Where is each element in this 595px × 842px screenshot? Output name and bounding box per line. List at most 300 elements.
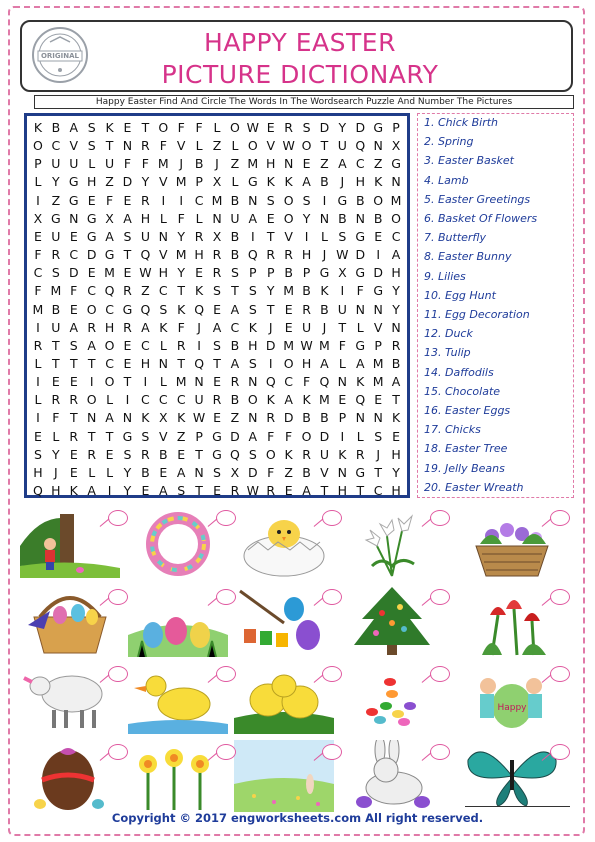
grid-letter[interactable]: O [104, 374, 115, 390]
grid-letter[interactable]: J [268, 319, 273, 335]
grid-letter[interactable]: E [266, 120, 275, 135]
grid-letter[interactable]: O [247, 392, 258, 408]
grid-letter[interactable]: W [192, 410, 206, 426]
grid-letter[interactable]: L [106, 392, 114, 408]
answer-bubble[interactable] [550, 589, 570, 605]
grid-letter[interactable]: W [246, 483, 260, 498]
grid-letter[interactable]: G [68, 192, 79, 208]
grid-letter[interactable]: A [87, 337, 96, 353]
grid-letter[interactable]: B [373, 210, 383, 226]
grid-letter[interactable]: O [247, 138, 258, 154]
grid-letter[interactable]: S [266, 192, 275, 208]
grid-letter[interactable]: B [391, 355, 401, 371]
wordsearch-grid[interactable] [24, 113, 410, 498]
grid-letter[interactable]: R [212, 265, 222, 281]
grid-letter[interactable]: F [52, 410, 60, 426]
grid-letter[interactable]: Y [392, 464, 400, 480]
grid-letter[interactable]: N [319, 210, 330, 226]
grid-letter[interactable]: N [355, 210, 365, 226]
grid-letter[interactable]: R [69, 428, 79, 444]
grid-letter[interactable]: M [157, 156, 169, 172]
answer-bubble[interactable] [322, 666, 342, 682]
grid-letter[interactable]: T [356, 483, 365, 498]
grid-letter[interactable]: Q [33, 483, 43, 498]
grid-letter[interactable]: S [123, 228, 132, 244]
grid-letter[interactable]: W [246, 120, 260, 135]
grid-letter[interactable]: M [104, 265, 115, 281]
grid-letter[interactable]: N [283, 156, 294, 172]
grid-letter[interactable]: M [32, 301, 44, 317]
grid-letter[interactable]: V [159, 428, 168, 444]
grid-letter[interactable]: G [391, 156, 401, 172]
grid-letter[interactable]: O [33, 138, 43, 154]
grid-letter[interactable]: F [302, 374, 311, 390]
grid-letter[interactable]: B [230, 228, 240, 244]
grid-letter[interactable]: P [249, 265, 257, 281]
grid-letter[interactable]: T [392, 392, 400, 408]
grid-letter[interactable]: O [283, 192, 294, 208]
grid-letter[interactable]: I [36, 374, 40, 390]
grid-letter[interactable]: T [195, 483, 203, 498]
answer-bubble[interactable] [216, 666, 236, 682]
answer-bubble[interactable] [550, 744, 570, 760]
grid-letter[interactable]: L [213, 120, 221, 135]
grid-letter[interactable]: L [195, 138, 203, 154]
grid-letter[interactable]: A [391, 247, 401, 263]
grid-letter[interactable]: O [104, 337, 115, 353]
grid-letter[interactable]: F [285, 428, 293, 444]
grid-letter[interactable]: Z [320, 156, 329, 172]
grid-letter[interactable]: E [159, 464, 168, 480]
grid-letter[interactable]: S [213, 337, 221, 353]
grid-letter[interactable]: H [301, 355, 312, 371]
grid-letter[interactable]: E [34, 428, 42, 444]
grid-letter[interactable]: H [266, 156, 276, 172]
grid-letter[interactable]: U [69, 156, 79, 172]
grid-letter[interactable]: Y [302, 210, 311, 226]
grid-letter[interactable]: H [158, 265, 168, 281]
grid-letter[interactable]: G [212, 428, 222, 444]
grid-letter[interactable]: G [104, 247, 115, 263]
grid-letter[interactable]: M [175, 174, 187, 190]
grid-letter[interactable]: K [391, 410, 401, 426]
grid-letter[interactable]: F [267, 464, 275, 480]
grid-letter[interactable]: J [215, 156, 219, 172]
grid-letter[interactable]: U [51, 156, 61, 172]
grid-letter[interactable]: L [88, 156, 96, 172]
grid-letter[interactable]: B [302, 410, 311, 426]
grid-letter[interactable]: G [51, 210, 61, 226]
grid-letter[interactable]: C [373, 483, 383, 498]
grid-letter[interactable]: L [231, 174, 239, 190]
grid-letter[interactable]: P [195, 428, 203, 444]
grid-letter[interactable]: Z [212, 138, 222, 154]
grid-letter[interactable]: L [159, 374, 167, 390]
grid-letter[interactable]: B [230, 392, 240, 408]
grid-letter[interactable]: J [340, 174, 345, 190]
grid-letter[interactable]: G [247, 174, 258, 190]
answer-bubble[interactable] [430, 589, 450, 605]
grid-letter[interactable]: K [338, 446, 347, 462]
grid-letter[interactable]: R [212, 247, 222, 263]
grid-letter[interactable]: E [69, 446, 78, 462]
grid-letter[interactable]: Z [105, 174, 114, 190]
grid-letter[interactable]: H [140, 210, 151, 226]
grid-letter[interactable]: Q [265, 374, 276, 390]
grid-letter[interactable]: T [87, 428, 96, 444]
grid-letter[interactable]: S [33, 446, 42, 462]
grid-letter[interactable]: N [194, 464, 204, 480]
grid-letter[interactable]: P [266, 265, 275, 281]
grid-letter[interactable]: G [355, 228, 366, 244]
grid-letter[interactable]: A [230, 301, 240, 317]
grid-letter[interactable]: N [373, 301, 383, 317]
grid-letter[interactable]: N [355, 301, 365, 317]
grid-letter[interactable]: Z [176, 428, 186, 444]
grid-letter[interactable]: W [139, 265, 152, 281]
grid-letter[interactable]: F [338, 337, 346, 353]
grid-letter[interactable]: F [267, 428, 275, 444]
grid-letter[interactable]: A [176, 464, 186, 480]
grid-letter[interactable]: O [283, 210, 294, 226]
grid-letter[interactable]: T [213, 355, 221, 371]
grid-letter[interactable]: G [355, 265, 366, 281]
grid-letter[interactable]: C [391, 228, 401, 244]
grid-letter[interactable]: N [248, 410, 258, 426]
grid-letter[interactable]: U [51, 319, 61, 335]
grid-letter[interactable]: J [322, 319, 327, 335]
grid-letter[interactable]: H [391, 483, 401, 498]
grid-letter[interactable]: S [338, 228, 347, 244]
grid-letter[interactable]: E [213, 301, 221, 317]
answer-bubble[interactable] [108, 744, 128, 760]
grid-letter[interactable]: E [374, 228, 383, 244]
grid-letter[interactable]: R [266, 410, 276, 426]
grid-letter[interactable]: C [105, 301, 114, 317]
grid-letter[interactable]: B [230, 192, 240, 208]
grid-letter[interactable]: Y [338, 120, 347, 135]
grid-letter[interactable]: E [284, 483, 293, 498]
grid-letter[interactable]: A [105, 228, 114, 244]
grid-letter[interactable]: C [230, 319, 240, 335]
grid-letter[interactable]: Z [230, 156, 240, 172]
answer-bubble[interactable] [108, 510, 128, 526]
grid-letter[interactable]: H [86, 174, 97, 190]
grid-letter[interactable]: X [105, 210, 114, 226]
grid-letter[interactable]: B [159, 446, 168, 462]
grid-letter[interactable]: G [337, 192, 348, 208]
grid-letter[interactable]: G [68, 174, 79, 190]
grid-letter[interactable]: S [302, 120, 311, 135]
answer-bubble[interactable] [430, 510, 450, 526]
grid-letter[interactable]: P [338, 410, 347, 426]
grid-letter[interactable]: C [141, 392, 150, 408]
grid-letter[interactable]: I [36, 410, 40, 426]
grid-letter[interactable]: B [302, 464, 311, 480]
grid-letter[interactable]: E [123, 265, 132, 281]
grid-letter[interactable]: O [373, 192, 384, 208]
grid-letter[interactable]: I [250, 228, 255, 244]
grid-letter[interactable]: R [302, 446, 311, 462]
grid-letter[interactable]: B [338, 210, 347, 226]
answer-bubble[interactable] [108, 589, 128, 605]
grid-letter[interactable]: O [301, 138, 312, 154]
grid-letter[interactable]: T [231, 283, 239, 299]
grid-letter[interactable]: I [143, 374, 148, 390]
grid-letter[interactable]: Q [140, 247, 151, 263]
grid-letter[interactable]: E [141, 483, 150, 498]
grid-letter[interactable]: C [176, 392, 186, 408]
grid-letter[interactable]: M [175, 374, 187, 390]
grid-letter[interactable]: J [54, 464, 58, 480]
grid-letter[interactable]: Q [104, 283, 115, 299]
grid-letter[interactable]: R [284, 247, 293, 263]
grid-letter[interactable]: W [282, 138, 295, 154]
answer-bubble[interactable] [108, 666, 128, 682]
grid-letter[interactable]: A [302, 174, 311, 190]
grid-letter[interactable]: P [195, 174, 203, 190]
grid-letter[interactable]: E [69, 464, 78, 480]
grid-letter[interactable]: F [34, 283, 42, 299]
grid-letter[interactable]: V [284, 228, 293, 244]
grid-letter[interactable]: E [69, 228, 78, 244]
grid-letter[interactable]: D [68, 265, 79, 281]
grid-letter[interactable]: S [302, 192, 311, 208]
grid-letter[interactable]: D [355, 247, 366, 263]
grid-letter[interactable]: H [194, 247, 204, 263]
grid-letter[interactable]: X [212, 228, 222, 244]
grid-letter[interactable]: O [158, 120, 169, 135]
grid-letter[interactable]: K [284, 446, 293, 462]
grid-letter[interactable]: E [284, 319, 293, 335]
grid-letter[interactable]: N [248, 192, 258, 208]
grid-letter[interactable]: B [320, 410, 329, 426]
grid-letter[interactable]: L [106, 464, 114, 480]
grid-letter[interactable]: W [336, 247, 349, 263]
grid-letter[interactable]: F [177, 319, 185, 335]
grid-letter[interactable]: I [89, 374, 94, 390]
grid-letter[interactable]: M [319, 392, 330, 408]
grid-letter[interactable]: X [391, 138, 401, 154]
grid-letter[interactable]: R [230, 483, 240, 498]
grid-letter[interactable]: T [195, 446, 203, 462]
grid-letter[interactable]: E [213, 483, 221, 498]
grid-letter[interactable]: F [159, 138, 167, 154]
grid-letter[interactable]: C [105, 355, 114, 371]
grid-letter[interactable]: K [266, 174, 275, 190]
grid-letter[interactable]: X [33, 210, 43, 226]
grid-letter[interactable]: R [51, 392, 61, 408]
answer-bubble[interactable] [322, 589, 342, 605]
grid-letter[interactable]: K [195, 283, 204, 299]
grid-letter[interactable]: L [52, 428, 60, 444]
grid-letter[interactable]: T [52, 355, 60, 371]
grid-letter[interactable]: A [159, 483, 168, 498]
grid-letter[interactable]: E [105, 446, 114, 462]
grid-letter[interactable]: E [87, 192, 96, 208]
grid-letter[interactable]: V [159, 174, 168, 190]
grid-letter[interactable]: T [266, 301, 275, 317]
grid-letter[interactable]: O [391, 210, 401, 226]
grid-letter[interactable]: T [52, 337, 60, 353]
grid-letter[interactable]: I [125, 392, 130, 408]
grid-letter[interactable]: B [302, 283, 311, 299]
grid-letter[interactable]: Z [284, 464, 293, 480]
grid-letter[interactable]: R [355, 446, 365, 462]
grid-letter[interactable]: H [33, 464, 43, 480]
grid-letter[interactable]: I [179, 192, 184, 208]
grid-letter[interactable]: G [86, 228, 97, 244]
grid-letter[interactable]: E [213, 374, 221, 390]
grid-letter[interactable]: R [141, 138, 150, 154]
grid-letter[interactable]: T [374, 464, 382, 480]
grid-letter[interactable]: N [373, 410, 383, 426]
grid-letter[interactable]: G [212, 446, 222, 462]
grid-letter[interactable]: O [283, 355, 294, 371]
grid-letter[interactable]: B [284, 265, 293, 281]
grid-letter[interactable]: H [301, 247, 312, 263]
grid-letter[interactable]: U [337, 138, 347, 154]
grid-letter[interactable]: T [177, 283, 186, 299]
answer-bubble[interactable] [322, 510, 342, 526]
grid-letter[interactable]: A [320, 355, 329, 371]
grid-letter[interactable]: R [284, 120, 293, 135]
answer-bubble[interactable] [550, 666, 570, 682]
grid-letter[interactable]: K [248, 319, 257, 335]
grid-letter[interactable]: C [69, 247, 79, 263]
grid-letter[interactable]: H [391, 265, 401, 281]
grid-letter[interactable]: M [175, 247, 187, 263]
grid-letter[interactable]: Y [141, 174, 150, 190]
grid-letter[interactable]: I [340, 428, 345, 444]
grid-letter[interactable]: L [159, 337, 167, 353]
grid-letter[interactable]: F [105, 192, 114, 208]
grid-letter[interactable]: S [248, 283, 257, 299]
grid-letter[interactable]: A [105, 410, 114, 426]
grid-letter[interactable]: F [141, 156, 149, 172]
grid-letter[interactable]: T [123, 374, 132, 390]
grid-letter[interactable]: U [319, 446, 330, 462]
grid-letter[interactable]: J [179, 156, 184, 172]
grid-letter[interactable]: P [374, 337, 382, 353]
grid-letter[interactable]: H [248, 337, 258, 353]
grid-letter[interactable]: N [248, 374, 258, 390]
grid-letter[interactable]: Y [266, 283, 275, 299]
grid-letter[interactable]: T [141, 120, 150, 135]
grid-letter[interactable]: B [194, 156, 204, 172]
grid-letter[interactable]: N [337, 374, 348, 390]
grid-letter[interactable]: F [34, 247, 42, 263]
grid-letter[interactable]: A [69, 319, 79, 335]
grid-letter[interactable]: J [376, 446, 381, 462]
grid-letter[interactable]: K [141, 410, 150, 426]
grid-letter[interactable]: Y [123, 483, 132, 498]
grid-letter[interactable]: Y [123, 464, 132, 480]
grid-letter[interactable]: M [319, 337, 330, 353]
grid-letter[interactable]: B [230, 247, 240, 263]
grid-letter[interactable]: Q [140, 301, 151, 317]
grid-letter[interactable]: S [248, 301, 257, 317]
grid-letter[interactable]: I [107, 483, 112, 498]
grid-letter[interactable]: G [373, 120, 384, 135]
grid-letter[interactable]: N [391, 174, 401, 190]
grid-letter[interactable]: U [337, 301, 347, 317]
grid-letter[interactable]: D [122, 174, 133, 190]
answer-bubble[interactable] [430, 666, 450, 682]
grid-letter[interactable]: A [230, 355, 240, 371]
grid-letter[interactable]: Y [177, 265, 186, 281]
grid-letter[interactable]: K [356, 374, 365, 390]
grid-letter[interactable]: I [36, 319, 40, 335]
grid-letter[interactable]: S [177, 483, 186, 498]
grid-letter[interactable]: S [374, 428, 383, 444]
grid-letter[interactable]: T [338, 319, 347, 335]
grid-letter[interactable]: V [320, 464, 329, 480]
grid-letter[interactable]: G [319, 265, 330, 281]
grid-letter[interactable]: G [355, 464, 366, 480]
grid-letter[interactable]: C [194, 192, 204, 208]
grid-letter[interactable]: S [141, 428, 150, 444]
grid-letter[interactable]: G [122, 301, 133, 317]
grid-letter[interactable]: K [33, 120, 43, 135]
grid-letter[interactable]: J [197, 319, 201, 335]
answer-bubble[interactable] [430, 744, 450, 760]
grid-letter[interactable]: B [51, 120, 61, 135]
grid-letter[interactable]: C [141, 337, 150, 353]
grid-letter[interactable]: A [355, 355, 365, 371]
grid-letter[interactable]: K [320, 283, 329, 299]
grid-letter[interactable]: N [122, 138, 133, 154]
grid-letter[interactable]: D [248, 464, 258, 480]
grid-letter[interactable]: R [176, 337, 186, 353]
grid-letter[interactable]: M [283, 283, 295, 299]
grid-letter[interactable]: E [51, 374, 60, 390]
grid-letter[interactable]: B [230, 337, 240, 353]
grid-letter[interactable]: Q [355, 392, 366, 408]
grid-letter[interactable]: T [87, 355, 96, 371]
grid-letter[interactable]: R [141, 192, 150, 208]
grid-letter[interactable]: E [213, 410, 221, 426]
grid-letter[interactable]: K [177, 410, 186, 426]
grid-letter[interactable]: T [320, 138, 329, 154]
grid-letter[interactable]: I [197, 337, 201, 353]
answer-bubble[interactable] [216, 589, 236, 605]
grid-letter[interactable]: E [284, 301, 293, 317]
grid-letter[interactable]: E [123, 355, 132, 371]
grid-letter[interactable]: H [391, 446, 401, 462]
answer-bubble[interactable] [216, 744, 236, 760]
grid-letter[interactable]: K [105, 120, 114, 135]
grid-letter[interactable]: A [87, 483, 96, 498]
grid-letter[interactable]: C [51, 138, 61, 154]
grid-letter[interactable]: C [158, 392, 168, 408]
grid-letter[interactable]: K [266, 392, 275, 408]
grid-letter[interactable]: R [212, 392, 222, 408]
grid-letter[interactable]: K [159, 319, 168, 335]
grid-letter[interactable]: R [51, 247, 61, 263]
grid-letter[interactable]: O [230, 120, 240, 135]
grid-letter[interactable]: C [355, 156, 365, 172]
grid-letter[interactable]: M [372, 355, 384, 371]
grid-letter[interactable]: B [141, 464, 150, 480]
grid-letter[interactable]: N [355, 410, 365, 426]
grid-letter[interactable]: A [391, 374, 401, 390]
grid-letter[interactable]: H [355, 174, 365, 190]
grid-letter[interactable]: S [87, 138, 96, 154]
answer-bubble[interactable] [550, 510, 570, 526]
grid-letter[interactable]: R [391, 337, 401, 353]
grid-letter[interactable]: K [177, 301, 186, 317]
